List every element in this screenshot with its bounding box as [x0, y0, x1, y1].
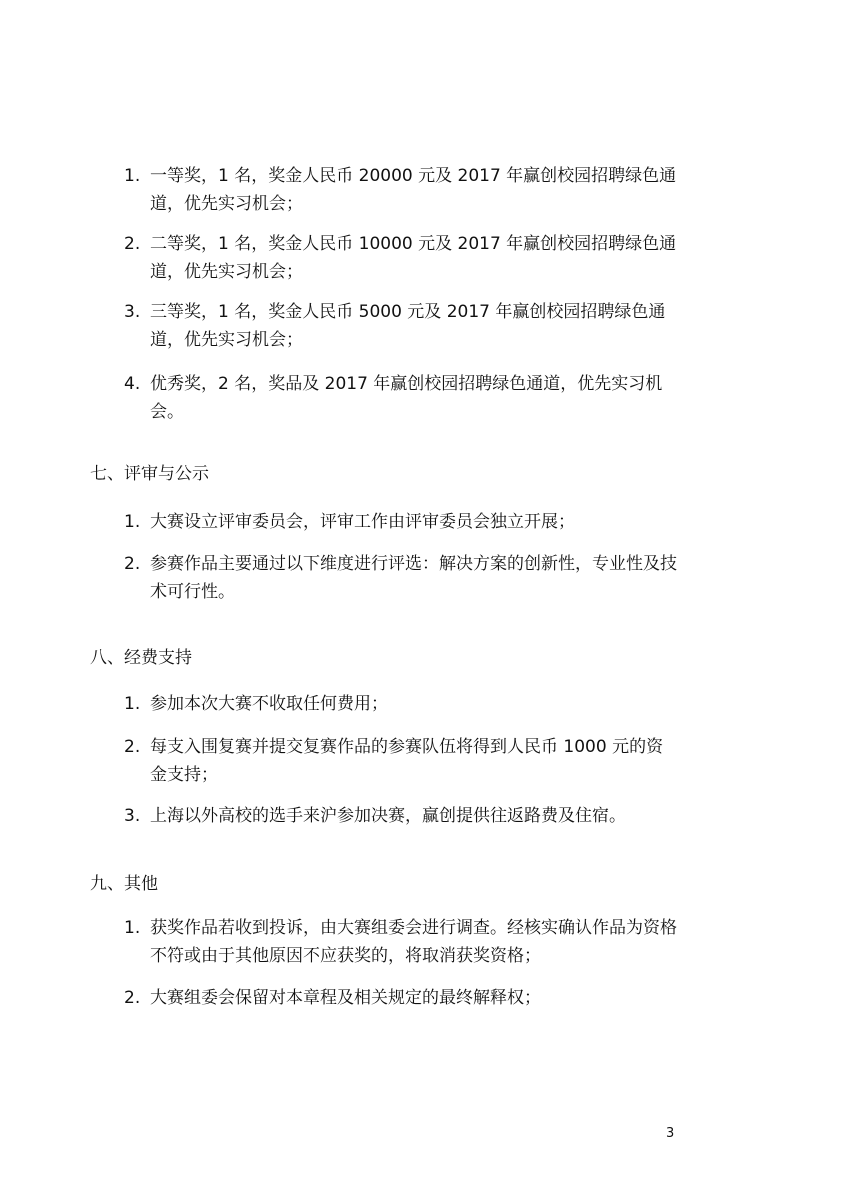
- list-item-text: 一等奖，1 名，奖金人民币 20000 元及 2017 年赢创校园招聘绿色通道，优先实习机会；: [150, 166, 677, 214]
- list-item-text: 参加本次大赛不收取任何费用；: [150, 694, 388, 714]
- list-item-text: 大赛设立评审委员会，评审工作由评审委员会独立开展；: [150, 512, 575, 532]
- list-item-number: 2.: [124, 737, 141, 757]
- section-heading-review: 七、评审与公示: [90, 464, 209, 484]
- list-item-number: 1.: [124, 512, 141, 532]
- list-item-text: 优秀奖，2 名，奖品及 2017 年赢创校园招聘绿色通道，优先实习机会。: [150, 374, 663, 422]
- list-item-text: 二等奖，1 名，奖金人民币 10000 元及 2017 年赢创校园招聘绿色通道，优先实习机会；: [150, 234, 677, 282]
- list-item-number: 2.: [124, 554, 141, 574]
- list-item-number: 3.: [124, 806, 141, 826]
- list-item-number: 2.: [124, 988, 141, 1008]
- list-item-text: 上海以外高校的选手来沪参加决赛，赢创提供往返路费及住宿。: [150, 806, 626, 826]
- section-heading-funding: 八、经费支持: [90, 648, 192, 668]
- list-item-text: 获奖作品若收到投诉，由大赛组委会进行调查。经核实确认作品为资格不符或由于其他原因不应获奖的，将取消获奖资格；: [150, 918, 677, 966]
- list-item-text: 大赛组委会保留对本章程及相关规定的最终解释权；: [150, 988, 541, 1008]
- list-item-number: 1.: [124, 694, 141, 714]
- list-item-number: 1.: [124, 166, 141, 186]
- list-item-number: 1.: [124, 918, 141, 938]
- list-item-text: 参赛作品主要通过以下维度进行评选：解决方案的创新性，专业性及技术可行性。: [150, 554, 677, 602]
- list-item-number: 2.: [124, 234, 141, 254]
- section-heading-other: 九、其他: [90, 874, 158, 894]
- list-item-text: 每支入围复赛并提交复赛作品的参赛队伍将得到人民币 1000 元的资金支持；: [150, 737, 664, 785]
- list-item-number: 4.: [124, 374, 141, 394]
- page-number: 3: [666, 1126, 675, 1141]
- list-item-text: 三等奖，1 名，奖金人民币 5000 元及 2017 年赢创校园招聘绿色通道，优先实习机会；: [150, 302, 666, 350]
- list-item-number: 3.: [124, 302, 141, 322]
